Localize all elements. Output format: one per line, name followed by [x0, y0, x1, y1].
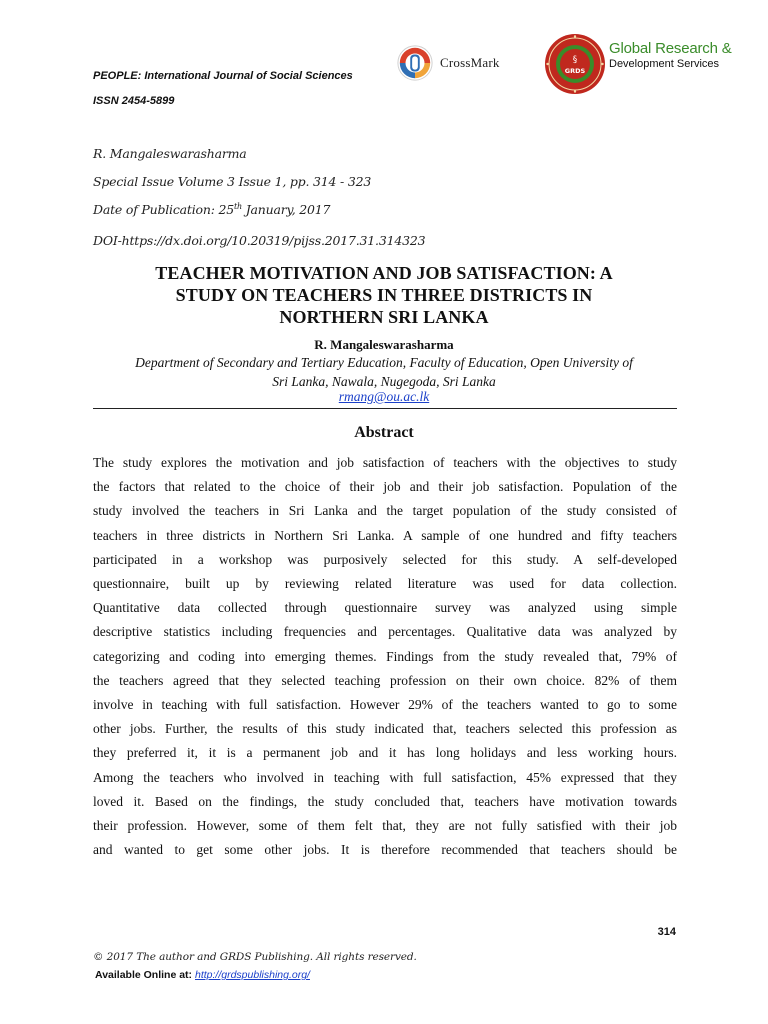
footer-online	[95, 969, 310, 981]
abstract-line: questionnaire, built up by reviewing related literature was used for data collection.	[93, 576, 677, 592]
grds-title: Global Research &	[609, 40, 732, 57]
meta-issue: Special Issue Volume 3 Issue 1, pp. 314 - 323	[93, 174, 372, 189]
paper-author: R. Mangaleswarasharma	[314, 337, 454, 352]
author-email-row	[93, 389, 675, 405]
abstract-line: involve in teaching with full satisfaction. However 29% of the teachers wanted to go to some	[93, 697, 677, 713]
journal-issn: ISSN 2454-5899	[93, 95, 175, 107]
date-prefix: Date of Publication: 25	[93, 202, 234, 218]
meta-publication-date	[93, 202, 330, 217]
journal-name: PEOPLE: International Journal of Social Sciences	[93, 70, 353, 82]
abstract-line: the teachers agreed that they selected teaching profession on their own choice. 82% of them	[93, 672, 677, 688]
grds-subtitle: Development Services	[609, 58, 720, 70]
abstract-line: other jobs. Further, the results of this study indicated that, teachers selected this profession as	[93, 721, 677, 737]
abstract-line: they preferred it, it is a permanent job and it has long holidays and less working hours.	[93, 745, 677, 761]
grds-seal-icon	[543, 32, 607, 96]
abstract-line: the factors that related to the choice of their job and their job satisfaction. Population of the	[93, 479, 677, 495]
grds-logo	[543, 32, 743, 102]
abstract-line: and wanted to get some other jobs. It is therefore recommended that teachers should be	[93, 842, 677, 858]
affiliation-line: Sri Lanka, Nawala, Nugegoda, Sri Lanka	[272, 374, 496, 389]
date-suffix: January, 2017	[241, 202, 331, 218]
crossmark-logo[interactable]	[396, 43, 500, 83]
svg-text:§: §	[572, 55, 578, 65]
abstract-line: participated in a workshop was purposively selected for this study. A self-developed	[93, 551, 677, 567]
title-line: NORTHERN SRI LANKA	[279, 307, 489, 327]
abstract-line: teachers in three districts in Northern Sri Lanka. A sample of one hundred and fifty teachers	[93, 527, 677, 543]
author-affiliation	[93, 353, 675, 391]
section-divider	[93, 408, 677, 409]
title-line: TEACHER MOTIVATION AND JOB SATISFACTION: A	[155, 263, 613, 283]
abstract-heading: Abstract	[354, 424, 414, 441]
page-number: 314	[657, 926, 676, 938]
affiliation-line: Department of Secondary and Tertiary Education, Faculty of Education, Open University of	[135, 355, 633, 370]
author-email-link[interactable]: rmang@ou.ac.lk	[338, 389, 430, 404]
date-sup: th	[234, 202, 242, 211]
crossmark-label: CrossMark	[440, 55, 500, 70]
abstract-line: Among the teachers who involved in teaching with full satisfaction, 45% expressed that they	[93, 769, 677, 785]
paper-title	[93, 262, 675, 328]
meta-doi[interactable]: DOI-https://dx.doi.org/10.20319/pijss.2017.31.314323	[93, 233, 426, 248]
abstract-line: their profession. However, some of them felt that, they are not fully satisfied with their job	[93, 818, 677, 834]
abstract-body	[93, 451, 677, 862]
abstract-line: categorizing and coding into emerging themes. Findings from the study revealed that, 79% of	[93, 648, 677, 664]
title-line: STUDY ON TEACHERS IN THREE DISTRICTS IN	[175, 285, 593, 305]
abstract-line: study involved the teachers in Sri Lanka and the target population of the study consisted of	[93, 503, 677, 519]
meta-author: R. Mangaleswarasharma	[93, 146, 247, 161]
footer-online-link[interactable]: http://grdspublishing.org/	[194, 969, 310, 981]
abstract-line: loved it. Based on the findings, the study concluded that, teachers have motivation towards	[93, 793, 677, 809]
abstract-line: Quantitative data collected through questionnaire survey was analyzed using simple	[93, 600, 677, 616]
grds-seal-text: GRDS	[564, 67, 586, 75]
footer-copyright: © 2017 The author and GRDS Publishing. All rights reserved.	[93, 951, 417, 963]
footer-online-label: Available Online at:	[95, 969, 195, 981]
crossmark-icon	[396, 44, 434, 82]
abstract-line: The study explores the motivation and job satisfaction of teachers with the objectives to study	[93, 455, 677, 470]
abstract-line: descriptive statistics including frequencies and percentages. Qualitative data was analyzed by	[93, 624, 677, 640]
